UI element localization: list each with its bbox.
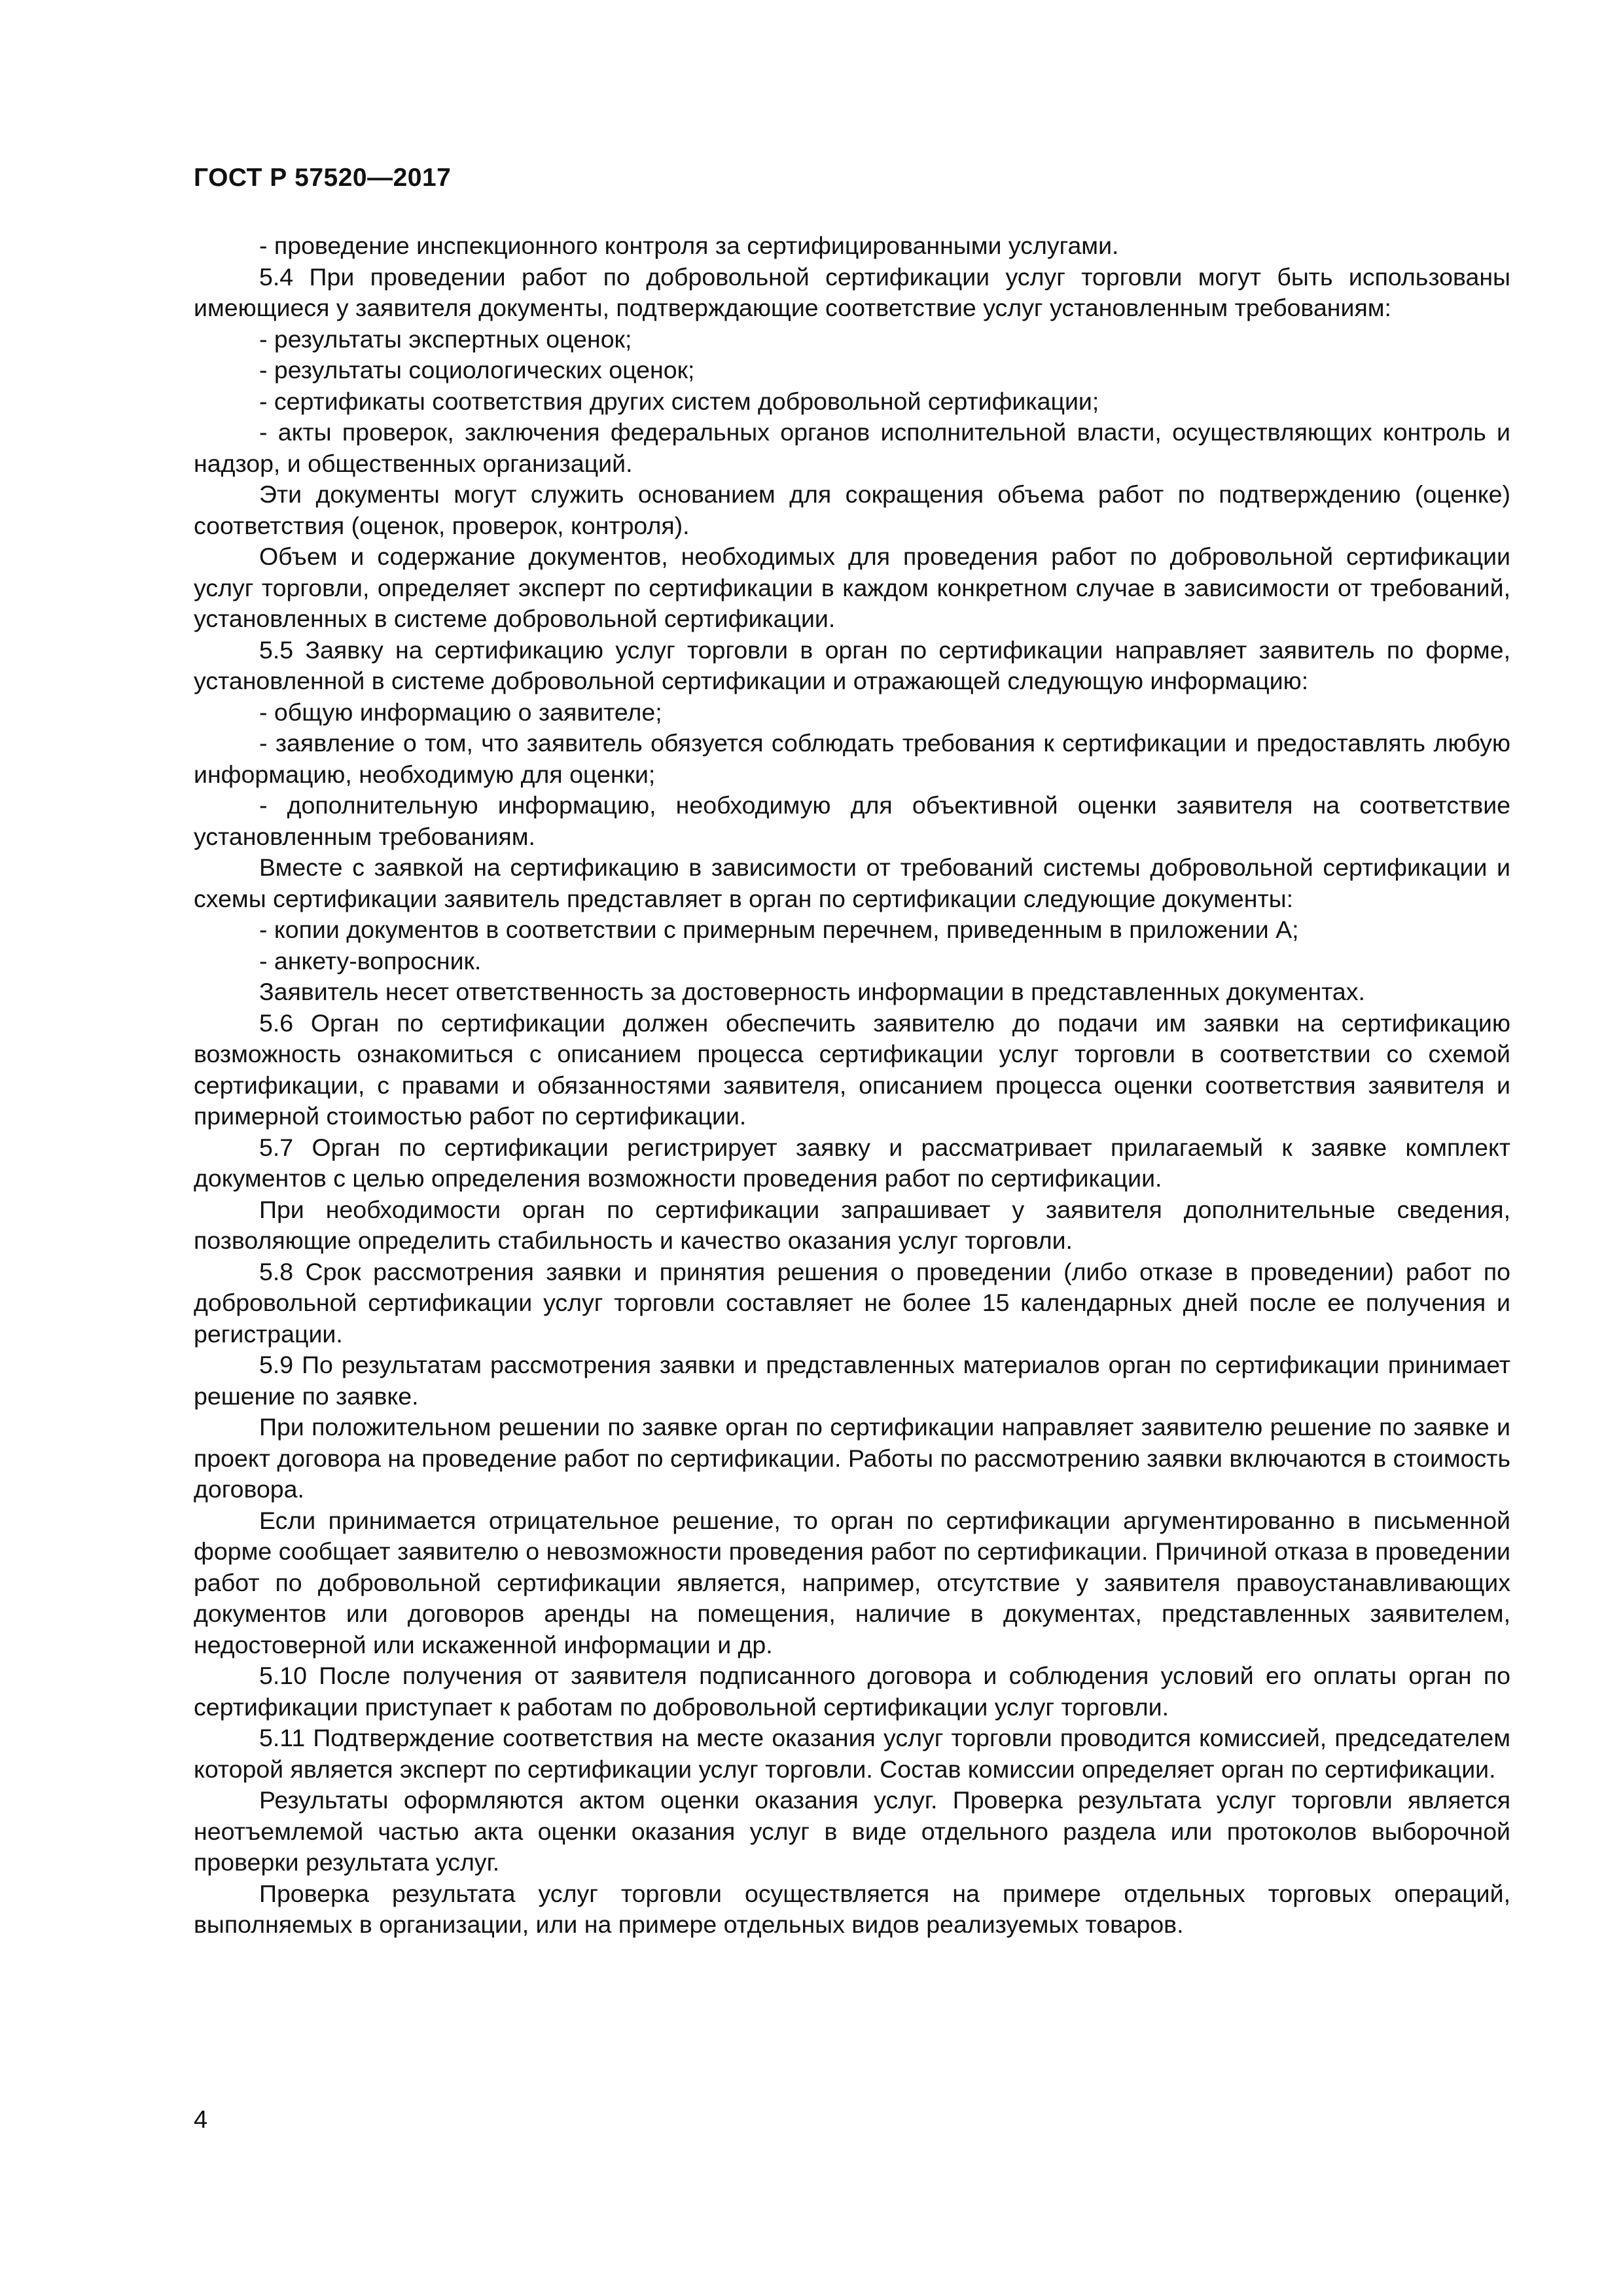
paragraph: При необходимости орган по сертификации запрашивает у заявителя дополнительные сведения, позволяющие определить стабильность и качество оказания услуг торговли. (194, 1195, 1510, 1254)
list-item: - общую информацию о заявителе; (259, 698, 662, 726)
list-item: - заявление о том, что заявитель обязуется соблюдать требования к сертификации и предоставлять любую информацию, необходимую для оценки; (194, 729, 1510, 788)
page-number: 4 (194, 2106, 208, 2134)
paragraph: При положительном решении по заявке орган по сертификации направляет заявителю решение по заявке и проект договора на проведение работ по сертификации. Работы по рассмотрению заявки включаются в стоимость договора. (194, 1413, 1510, 1503)
paragraph: 5.11 Подтверждение соответствия на месте оказания услуг торговли проводится комиссией, председателем которой является эксперт по сертификации услуг торговли. Состав комиссии определяет орган по сертификации. (194, 1724, 1510, 1783)
list-item: - результаты социологических оценок; (259, 356, 695, 384)
list-item: - акты проверок, заключения федеральных органов исполнительной власти, осуществляющих контроль и надзор, и общественных организаций. (194, 418, 1510, 477)
list-item: - сертификаты соответствия других систем добровольной сертификации; (259, 387, 1099, 415)
list-item: - копии документов в соответствии с примерным перечнем, приведенным в приложении А; (259, 916, 1299, 943)
paragraph: Эти документы могут служить основанием для сокращения объема работ по подтверждению (оценке) соответствия (оценок, проверок, контроля). (194, 480, 1510, 539)
paragraph: Проверка результата услуг торговли осуществляется на примере отдельных торговых операций, выполняемых в организации, или на примере отдельных видов реализуемых товаров. (194, 1879, 1510, 1938)
paragraph: Если принимается отрицательное решение, то орган по сертификации аргументированно в письменной форме сообщает заявителю о невозможности проведения работ по сертификации. Причиной отказа в проведении работ по добровольной сертификации является, например, отсутствие у заявителя правоустанавливающих документов или договоров аренды на помещения, наличие в документах, представленных заявителем, недостоверной или искаженной информации и др. (194, 1506, 1510, 1659)
paragraph: 5.9 По результатам рассмотрения заявки и представленных материалов орган по сертификации принимает решение по заявке. (194, 1351, 1510, 1410)
paragraph: 5.8 Срок рассмотрения заявки и принятия решения о проведении (либо отказе в проведении) работ по добровольной сертификации услуг торговли составляет не более 15 календарных дней после ее получения и регистрации. (194, 1257, 1510, 1348)
paragraph: Заявитель несет ответственность за достоверность информации в представленных документах. (259, 978, 1365, 1005)
paragraph: 5.6 Орган по сертификации должен обеспечить заявителю до подачи им заявки на сертификацию возможность ознакомиться с описанием процесса сертификации услуг торговли в соответствии со схемой сертификации, с правами и обязанностями заявителя, описанием процесса оценки соответствия заявителя и примерной стоимостью работ по сертификации. (194, 1009, 1510, 1130)
paragraph: Результаты оформляются актом оценки оказания услуг. Проверка результата услуг торговли является неотъемлемой частью акта оценки оказания услуг в виде отдельного раздела или протоколов выборочной проверки результата услуг. (194, 1786, 1510, 1876)
document-body (194, 230, 1510, 1941)
list-item: - дополнительную информацию, необходимую для объективной оценки заявителя на соответствие установленным требованиям. (194, 791, 1510, 850)
paragraph: 5.10 После получения от заявителя подписанного договора и соблюдения условий его оплаты орган по сертификации приступает к работам по добровольной сертификации услуг торговли. (194, 1662, 1510, 1721)
document-header: ГОСТ Р 57520—2017 (194, 164, 452, 192)
paragraph: - проведение инспекционного контроля за сертифицированными услугами. (259, 232, 1119, 259)
list-item: - анкету-вопросник. (259, 946, 482, 975)
paragraph: 5.5 Заявку на сертификацию услуг торговли в орган по сертификации направляет заявитель по форме, установленной в системе добровольной сертификации и отражающей следующую информацию: (194, 636, 1510, 694)
paragraph: Вместе с заявкой на сертификацию в зависимости от требований системы добровольной сертификации и схемы сертификации заявитель представляет в орган по сертификации следующие документы: (194, 853, 1510, 912)
paragraph: Объем и содержание документов, необходимых для проведения работ по добровольной сертификации услуг торговли, определяет эксперт по сертификации в каждом конкретном случае в зависимости от требований, установленных в системе добровольной сертификации. (194, 543, 1510, 632)
list-item: - результаты экспертных оценок; (259, 325, 632, 353)
paragraph: 5.4 При проведении работ по добровольной сертификации услуг торговли могут быть использованы имеющиеся у заявителя документы, подтверждающие соответствие услуг установленным требованиям: (194, 262, 1510, 321)
paragraph: 5.7 Орган по сертификации регистрирует заявку и рассматривает прилагаемый к заявке комплект документов с целью определения возможности проведения работ по сертификации. (194, 1133, 1510, 1192)
